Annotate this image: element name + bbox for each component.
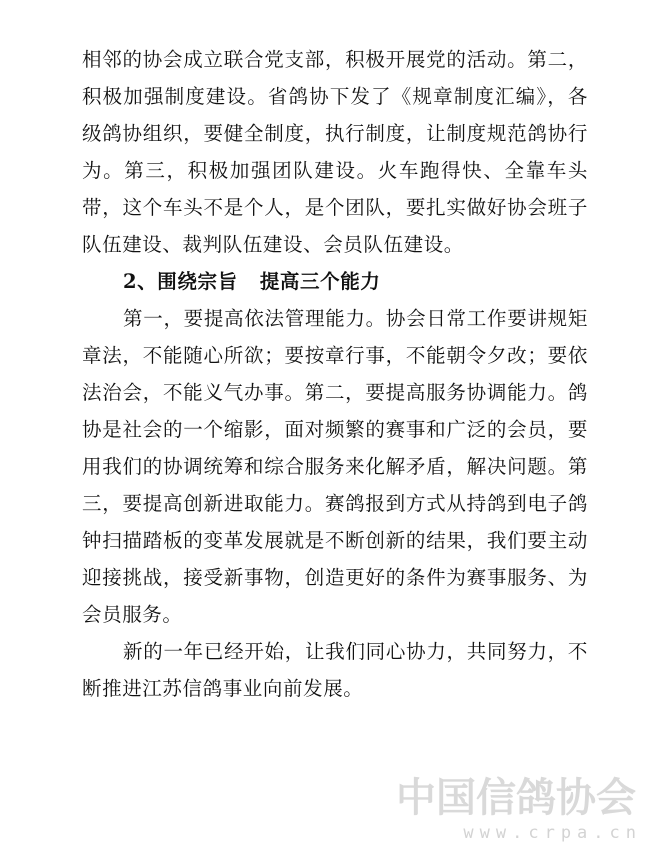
paragraph-continued: 相邻的协会成立联合党支部，积极开展党的活动。第二，积极加强制度建设。省鸽协下发了《规章制度汇编》，各级鸽协组织，要健全制度，执行制度，让制度规范鸽协行为。第三，积极加强团队建设。火车跑得快、全靠车头带，这个车头不是个人，是个团队，要扎实做好协会班子队伍建设、裁判队伍建设、会员队伍建设。	[82, 48, 588, 256]
paragraph-three-abilities: 第一，要提高依法管理能力。协会日常工作要讲规矩章法，不能随心所欲；要按章行事，不能朝令夕改；要依法治会，不能义气办事。第二，要提高服务协调能力。鸽协是社会的一个缩影，面对频繁的赛事和广泛的会员，要用我们的协调统筹和综合服务来化解矛盾，解决问题。第三，要提高创新进取能力。赛鸽报到方式从持鸽到电子鸽钟扫描踏板的变革发展就是不断创新的结果，我们要主动迎接挑战，接受新事物，创造更好的条件为赛事服务、为会员服务。	[82, 307, 588, 626]
paragraph-closing: 新的一年已经开始，让我们同心协力，共同努力，不断推进江苏信鸽事业向前发展。	[82, 640, 588, 700]
watermark-logo: 中国信鸽协会	[396, 775, 636, 821]
section-heading: 2、围绕宗旨 提高三个能力	[123, 270, 381, 293]
watermark	[376, 775, 642, 845]
document-body	[82, 41, 588, 707]
watermark-url: www.crpa.cn	[463, 823, 642, 843]
